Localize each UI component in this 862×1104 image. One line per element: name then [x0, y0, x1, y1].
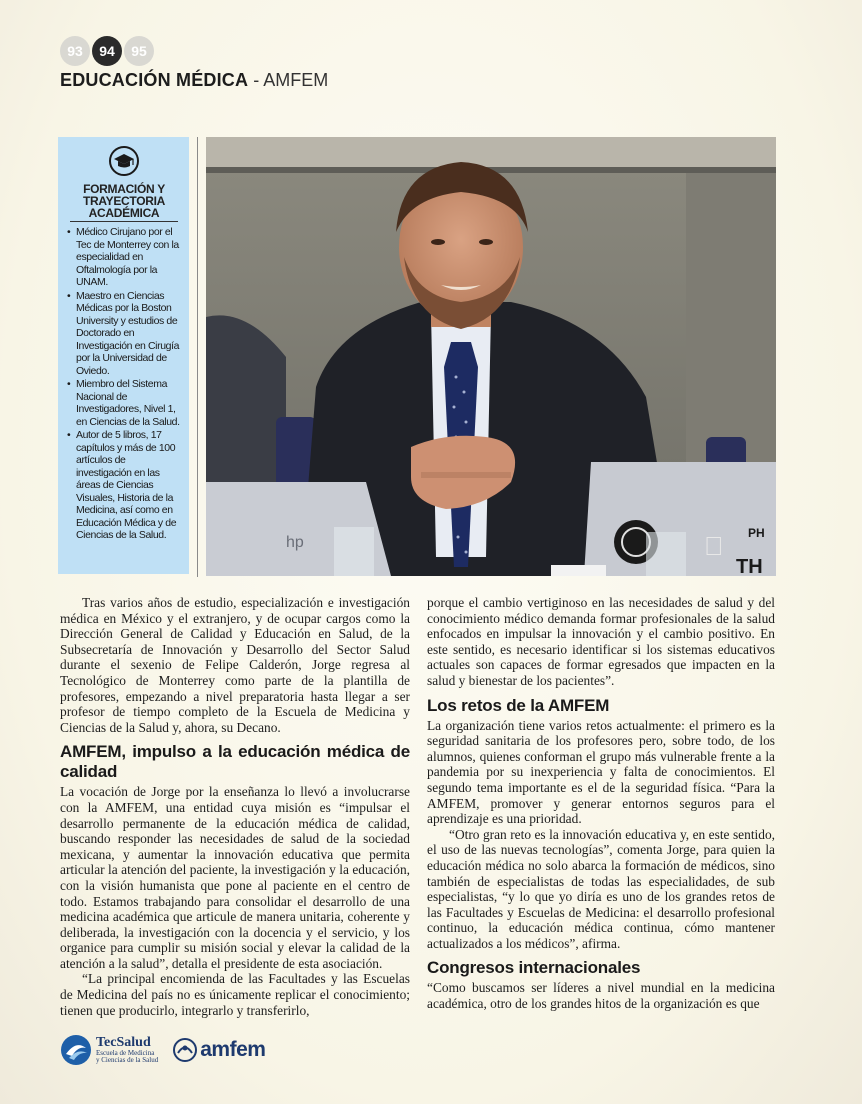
page-pager — [60, 36, 154, 66]
credential-item: • Médico Cirujano por el Tec de Monterrey con la especialidad en Oftalmología por la UNAM. — [66, 226, 182, 289]
subheading-amfem-impulso: AMFEM, impulso a la educación médica de calidad — [60, 742, 410, 782]
amfem-wordmark: amfem — [200, 1038, 266, 1061]
body-paragraph: “Como buscamos ser líderes a nivel mundial en la medicina académica, otro de los grandes hitos de la organización es que — [427, 980, 775, 1012]
body-paragraph: La organización tiene varios retos actualmente: el primero es la seguridad sanitaria de los profesores pero, sobre todo, de los alumnos, quienes conforman el grupo más vulnerable frente a la pandemia por su inexperiencia y falta de conocimientos. El segundo tema importante es el de la seguridad física. “Para la AMFEM, promover y generar entornos seguros para el aprendizaje es una prioridad. — [427, 717, 775, 827]
subheading-retos: Los retos de la AMFEM — [427, 695, 610, 715]
sidebar-title: FORMACIÓN Y TRAYECTORIA ACADÉMICA — [70, 183, 178, 222]
tecsalud-emblem-icon — [60, 1034, 92, 1066]
current-page-number: 94 — [92, 36, 122, 66]
subheading-congresos: Congresos internacionales — [427, 958, 641, 978]
body-paragraph: “Otro gran reto es la innovación educativa y, en este sentido, el uso de las nuevas tecnologías”, comenta Jorge, para quien la educación médica no solo abarca la formación de médicos, sino también de especialistas de todas las especialidades, de sub especialistas, “y lo que yo diría es uno de los grandes retos de las Facultades y Escuelas de Medicina: el desarrollo profesional continuo, la educación médica continua, cómo mantener actualizados a los médicos”, afirma. — [427, 826, 775, 951]
section-heading — [60, 70, 328, 91]
tecsalud-logo — [60, 1034, 158, 1066]
credential-item: • Autor de 5 libros, 17 capítulos y más de 100 artículos de investigación en las áreas de Ciencias Visuales, Historia de la Medicina, así como en Educación Médica y de Ciencias de la Salud. — [66, 429, 182, 542]
laptop-ph-sticker: PH — [748, 526, 765, 540]
credentials-list — [66, 226, 182, 542]
academic-background-box — [58, 137, 189, 574]
right-column — [427, 595, 775, 1012]
svg-text: — [704, 531, 724, 561]
laptop-hp-logo: hp — [286, 534, 304, 551]
tecsalud-subtitle-1: Escuela de Medicina — [96, 1048, 155, 1057]
tecsalud-subtitle-2: y Ciencias de la Salud — [96, 1056, 159, 1064]
tecsalud-name: TecSalud — [96, 1034, 151, 1050]
section-name: EDUCACIÓN MÉDICA — [60, 70, 249, 90]
next-page-number[interactable]: 95 — [124, 36, 154, 66]
body-paragraph: porque el cambio vertiginoso en las necesidades de salud y del conocimiento médico demanda formar profesionales de la salud enfocados en impulsar la innovación y el cambio positivo. En este sentido, es necesario identificar si los sistemas educativos actuales son capaces de formar egresados que impacten en la salud y bienestar de los pacientes”. — [427, 595, 775, 688]
amfem-emblem-icon — [172, 1037, 198, 1063]
credential-item: • Maestro en Ciencias Médicas por la Boston University y estudios de Doctorado en Investigación en Cirugía por la Universidad de Oviedo. — [66, 290, 182, 378]
column-divider — [197, 137, 198, 577]
subsection-name: AMFEM — [263, 70, 329, 90]
credential-item: • Miembro del Sistema Nacional de Investigadores, Nivel 1, en Ciencias de la Salud. — [66, 378, 182, 428]
prev-page-number[interactable]: 93 — [60, 36, 90, 66]
amfem-logo — [172, 1037, 265, 1063]
body-paragraph: La vocación de Jorge por la enseñanza lo llevó a involucrarse con la AMFEM, una entidad cuya misión es “impulsar el desarrollo permanente de la educación médica de calidad, buscando responder las necesidades de salud de la sociedad mexicana, y aumentar la innovación educativa que permita articular la atención del paciente, la investigación y la educación, con la visión humanista que pone al paciente en el centro de todo. Estamos trabajando para consolidar el desarrollo de una medicina académica que articule de manera unitaria, coherente y deliberada, la investigación con la docencia y el servicio, y los organice para cumplir su misión social y elevar la calidad de la atención a la salud”, detalla el presidente de esta asociación. — [60, 784, 410, 971]
left-column — [60, 595, 410, 1018]
graduation-cap-icon — [108, 145, 140, 177]
section-separator: - — [248, 70, 264, 90]
intro-paragraph: Tras varios años de estudio, especialización e investigación médica en México y el extranjero, y de ocupar cargos como la Dirección General de Calidad y Educación en Salud, de la Subsecretaría de Innovación y Desarrollo del Sector Salud durante el sexenio de Felipe Calderón, Jorge regresa al Tecnológico de Monterrey como parte de la plantilla de profesores, empezando a nivel preparatoria hasta llegar a ser profesor de tiempo completo de la Escuela de Medicina y Ciencias de la Salud y, ahora, su Decano. — [60, 595, 410, 735]
portrait-photo — [206, 137, 776, 576]
footer-logos — [60, 1034, 265, 1066]
laptop-th-sticker: TH — [736, 556, 763, 576]
body-paragraph: “La principal encomienda de las Facultades y las Escuelas de Medicina del país no es únicamente replicar el conocimiento; tienen que producirlo, integrarlo y transferirlo, — [60, 971, 410, 1018]
